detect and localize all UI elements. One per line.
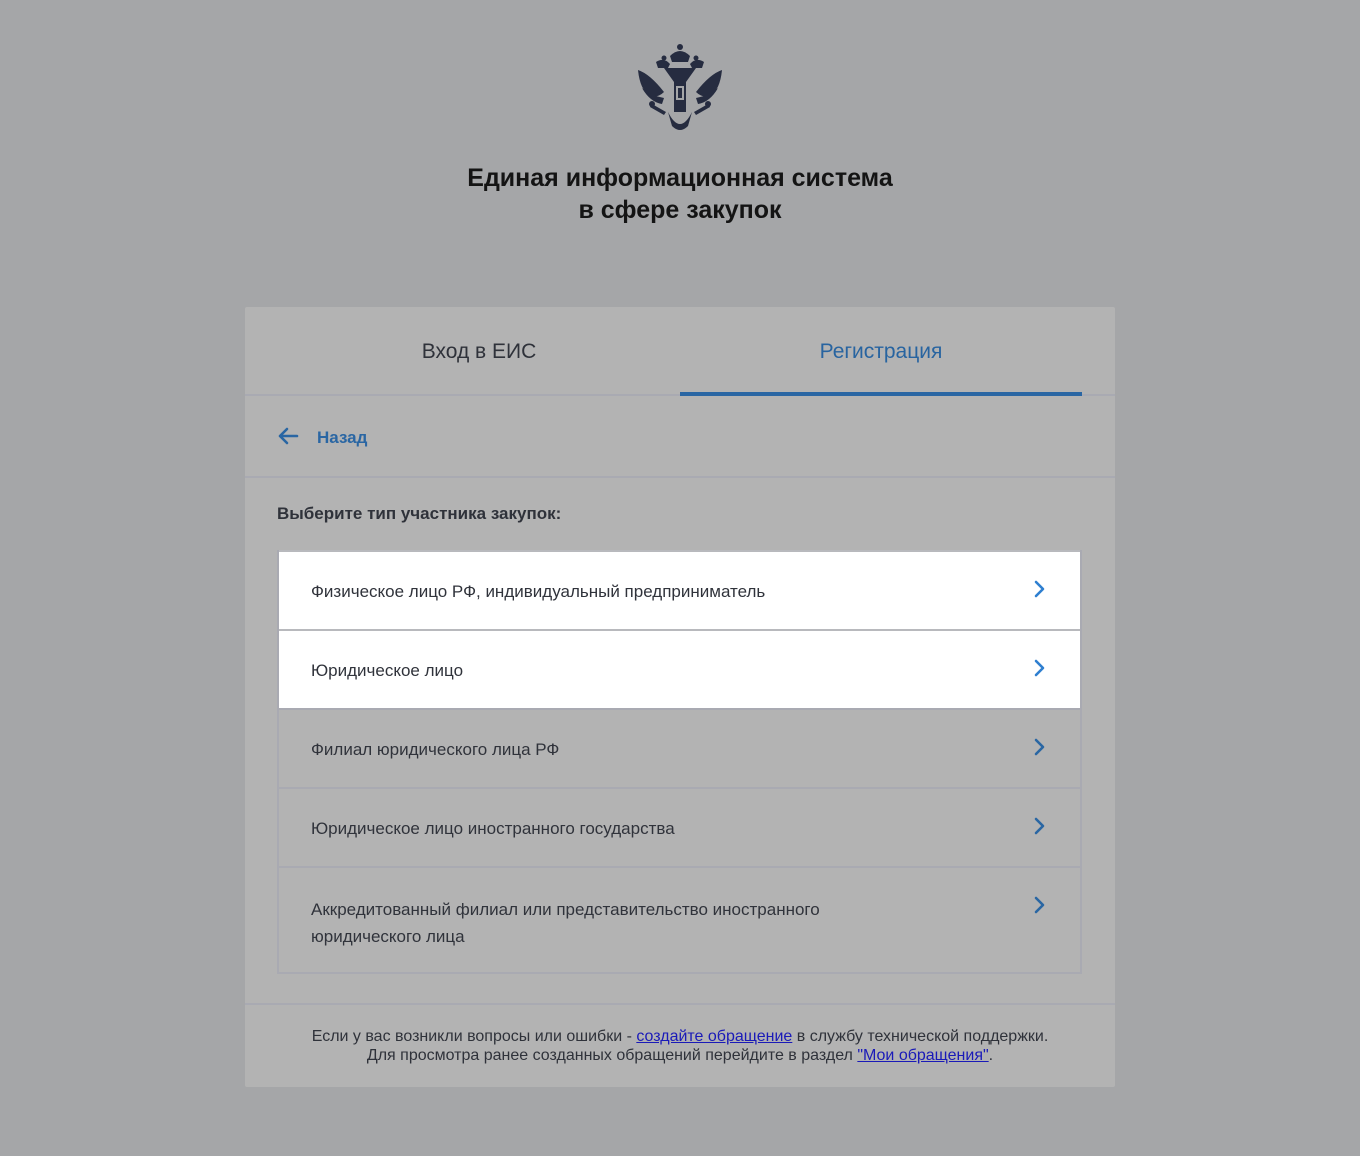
- my-requests-link[interactable]: "Мои обращения": [857, 1047, 989, 1064]
- site-title-line-1: Единая информационная система: [467, 164, 893, 192]
- footer-text: в службу технической поддержки.: [792, 1028, 1049, 1045]
- emblem-icon: [634, 42, 726, 132]
- auth-card: [245, 307, 1115, 1087]
- participant-type-list: [277, 550, 1082, 974]
- footer-text: .: [988, 1047, 994, 1064]
- site-title: [380, 162, 980, 226]
- tab-login[interactable]: Вход в ЕИС: [421, 339, 537, 363]
- support-footer: [245, 1027, 1115, 1065]
- footer-text: Если у вас возникли вопросы или ошибки -: [311, 1028, 637, 1045]
- back-link[interactable]: [277, 426, 367, 450]
- back-row: [245, 396, 1115, 478]
- option-foreign-legal-entity[interactable]: [279, 787, 1080, 866]
- option-label: Физическое лицо РФ, индивидуальный предприниматель: [311, 582, 766, 601]
- arrow-left-icon: [277, 427, 299, 450]
- back-label: Назад: [317, 428, 368, 447]
- footer-line-2: [245, 1046, 1115, 1065]
- create-request-link[interactable]: создайте обращение: [636, 1028, 793, 1045]
- participant-type-prompt: Выберите тип участника закупок:: [277, 504, 562, 523]
- option-individual-entrepreneur[interactable]: [279, 550, 1080, 629]
- chevron-right-icon: [1032, 896, 1046, 914]
- option-label: Аккредитованный филиал или представительство иностранного юридического лица: [311, 900, 820, 946]
- option-accredited-foreign-branch[interactable]: [279, 866, 1080, 972]
- footer-text: Для просмотра ранее созданных обращений перейдите в раздел: [366, 1047, 858, 1064]
- footer-divider: [245, 1003, 1115, 1005]
- footer-line-1: [245, 1027, 1115, 1046]
- option-label: Юридическое лицо: [311, 661, 464, 680]
- chevron-right-icon: [1032, 817, 1046, 835]
- chevron-right-icon: [1032, 580, 1046, 598]
- chevron-right-icon: [1032, 738, 1046, 756]
- option-legal-entity[interactable]: [279, 629, 1080, 708]
- option-label: Юридическое лицо иностранного государства: [311, 819, 675, 838]
- site-title-line-2: в сфере закупок: [578, 196, 782, 224]
- option-legal-entity-branch[interactable]: [279, 708, 1080, 787]
- option-label: Филиал юридического лица РФ: [311, 740, 560, 759]
- auth-tabs: [245, 307, 1115, 396]
- tab-registration[interactable]: Регистрация: [819, 339, 943, 363]
- chevron-right-icon: [1032, 659, 1046, 677]
